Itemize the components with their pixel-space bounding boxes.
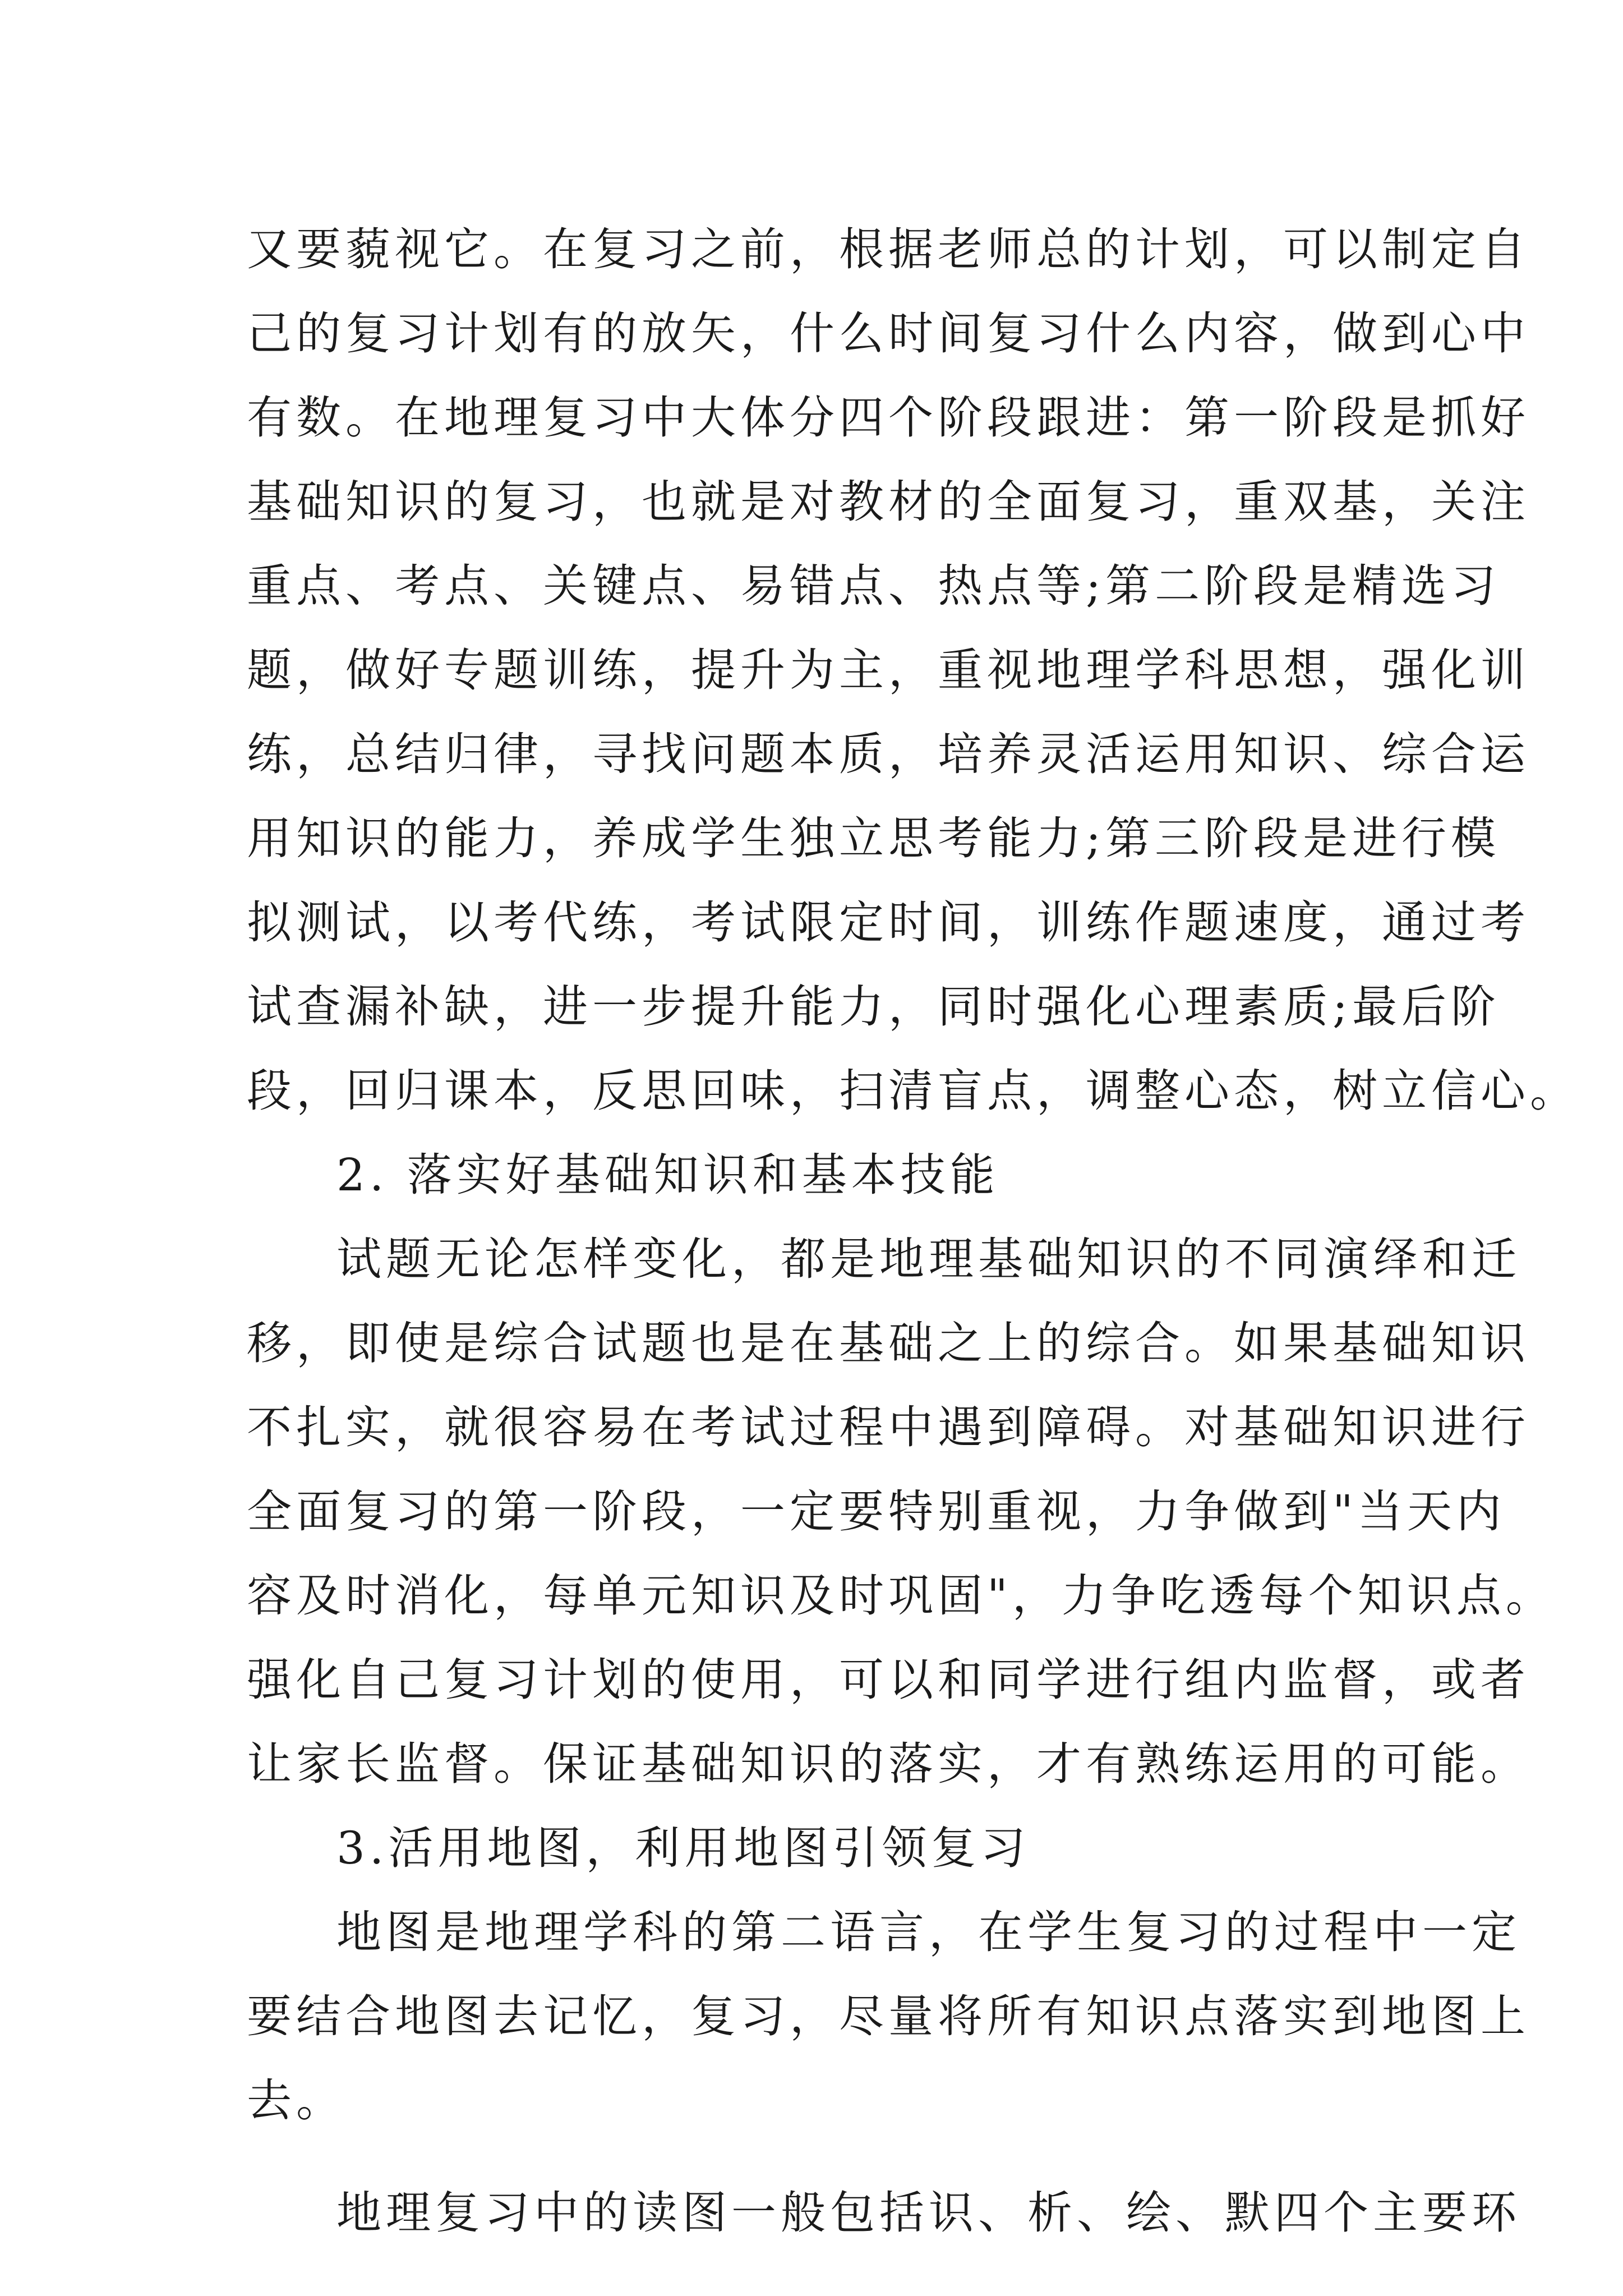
paragraph-line: 题，做好专题训练，提升为主，重视地理学科思想，强化训 (247, 644, 1530, 696)
paragraph-line: 拟测试，以考代练，考试限定时间，训练作题速度，通过考 (247, 896, 1530, 949)
paragraph-line: 有数。在地理复习中大体分四个阶段跟进：第一阶段是抓好 (247, 392, 1530, 444)
paragraph-line: 不扎实，就很容易在考试过程中遇到障碍。对基础知识进行 (247, 1401, 1530, 1453)
paragraph-line: 强化自己复习计划的使用，可以和同学进行组内监督，或者 (247, 1654, 1530, 1706)
section-heading: 2. 落实好基础知识和基本技能 (336, 1149, 999, 1201)
paragraph-line: 去。 (247, 2074, 345, 2127)
paragraph-line: 要结合地图去记忆，复习，尽量将所有知识点落实到地图上 (247, 1990, 1530, 2042)
paragraph-line: 练，总结归律，寻找问题本质，培养灵活运用知识、综合运 (247, 728, 1530, 780)
section-heading: 3.活用地图，利用地图引领复习 (336, 1822, 1030, 1874)
paragraph-line: 用知识的能力，养成学生独立思考能力;第三阶段是进行模 (247, 812, 1500, 864)
paragraph-line: 基础知识的复习，也就是对教材的全面复习，重双基，关注 (247, 476, 1530, 528)
paragraph-line: 全面复习的第一阶段，一定要特别重视，力争做到"当天内 (247, 1485, 1506, 1538)
paragraph-line: 试查漏补缺，进一步提升能力，同时强化心理素质;最后阶 (247, 981, 1500, 1033)
paragraph-line: 试题无论怎样变化，都是地理基础知识的不同演绎和迁 (336, 1233, 1521, 1285)
paragraph-line: 地图是地理学科的第二语言，在学生复习的过程中一定 (336, 1906, 1521, 1958)
paragraph-line: 地理复习中的读图一般包括识、析、绘、默四个主要环 (336, 2187, 1521, 2239)
paragraph-line: 重点、考点、关键点、易错点、热点等;第二阶段是精选习 (247, 560, 1500, 612)
paragraph-line: 容及时消化，每单元知识及时巩固"，力争吃透每个知识点。 (247, 1570, 1555, 1622)
document-body (247, 208, 1579, 2255)
paragraph-line: 又要藐视它。在复习之前，根据老师总的计划，可以制定自 (247, 223, 1530, 275)
paragraph-line: 移，即使是综合试题也是在基础之上的综合。如果基础知识 (247, 1317, 1530, 1369)
paragraph-line: 让家长监督。保证基础知识的落实，才有熟练运用的可能。 (247, 1738, 1530, 1790)
paragraph-line: 段，回归课本，反思回味，扫清盲点，调整心态，树立信心。 (247, 1065, 1579, 1117)
paragraph-line: 己的复习计划有的放矢，什么时间复习什么内容，做到心中 (247, 307, 1530, 360)
